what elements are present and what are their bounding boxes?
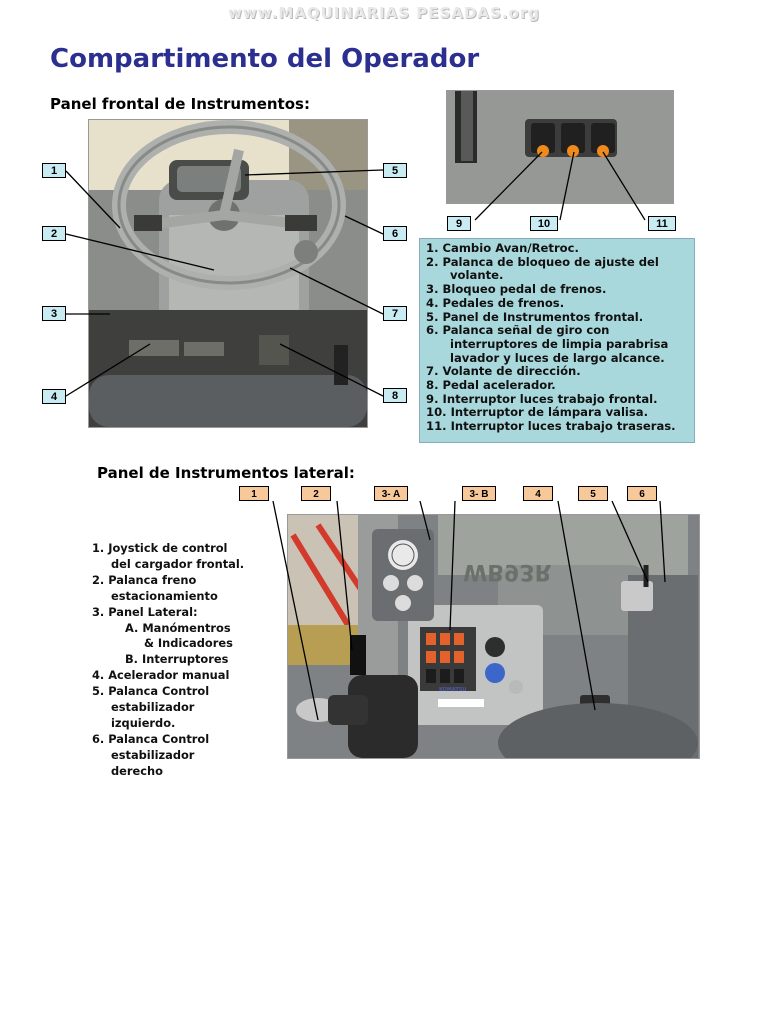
side-list-item: A. Manómentros xyxy=(125,620,231,635)
legend-item: 9. Interruptor luces trabajo frontal. xyxy=(426,391,658,406)
callout-11: 11 xyxy=(648,216,676,231)
callout-9: 9 xyxy=(447,216,471,231)
side-list-item: del cargador frontal. xyxy=(111,556,245,571)
legend-item: 2. Palanca de bloqueo de ajuste del xyxy=(426,254,659,269)
callout-6: 6 xyxy=(383,226,407,241)
brand-label: KOMATSU xyxy=(439,687,467,693)
side-list-item: 4. Acelerador manual xyxy=(92,668,230,683)
callout-side-6: 6 xyxy=(627,486,657,501)
callout-side-4: 4 xyxy=(523,486,553,501)
legend-item: 3. Bloqueo pedal de frenos. xyxy=(426,282,607,297)
side-list-item: B. Interruptores xyxy=(125,652,229,667)
callout-10: 10 xyxy=(530,216,558,231)
legend-item: 6. Palanca señal de giro con xyxy=(426,323,610,338)
side-list-item: 5. Palanca Control xyxy=(92,684,210,699)
callout-side-5: 5 xyxy=(578,486,608,501)
callout-2: 2 xyxy=(42,226,66,241)
watermark: www.MAQUINARIAS PESADAS.org xyxy=(228,4,540,22)
callout-8: 8 xyxy=(383,388,407,403)
side-panel-heading: Panel de Instrumentos lateral: xyxy=(97,464,355,482)
side-list-item: & Indicadores xyxy=(144,636,233,651)
page-title: Compartimento del Operador xyxy=(50,44,480,74)
callout-1: 1 xyxy=(42,163,66,178)
legend-item: interruptores de limpia parabrisa xyxy=(450,336,669,351)
legend-item: 4. Pedales de frenos. xyxy=(426,295,565,310)
legend-item: 8. Pedal acelerador. xyxy=(426,378,556,393)
side-list-item: derecho xyxy=(111,763,163,778)
side-list-item: estabilizador xyxy=(111,747,195,762)
legend-item: 10. Interruptor de lámpara valisa. xyxy=(426,405,649,420)
side-list-item: 1. Joystick de control xyxy=(92,541,228,555)
legend-item: volante. xyxy=(450,268,504,283)
side-list-item: 6. Palanca Control xyxy=(92,731,210,746)
legend-item: 11. Interruptor luces trabajo traseras. xyxy=(426,419,676,434)
side-list-item: estabilizador xyxy=(111,700,195,715)
legend-item: 7. Volante de dirección. xyxy=(426,364,581,379)
callout-side-2: 2 xyxy=(301,486,331,501)
callout-side-3b: 3- B xyxy=(462,486,496,501)
callout-5: 5 xyxy=(383,163,407,178)
legend-item: 5. Panel de Instrumentos frontal. xyxy=(426,309,644,324)
callout-4: 4 xyxy=(42,389,66,404)
side-list-item: 3. Panel Lateral: xyxy=(92,604,198,619)
side-list-item: izquierdo. xyxy=(111,715,176,730)
callout-side-3a: 3- A xyxy=(374,486,408,501)
callout-3: 3 xyxy=(42,306,66,321)
legend-item: 1. Cambio Avan/Retroc. xyxy=(426,241,579,255)
legend-item: lavador y luces de largo alcance. xyxy=(450,350,665,365)
side-list-item: 2. Palanca freno xyxy=(92,572,197,587)
machine-label: WB93R xyxy=(463,559,552,584)
callout-side-1: 1 xyxy=(239,486,269,501)
front-panel-heading: Panel frontal de Instrumentos: xyxy=(50,95,310,113)
side-list-item: estacionamiento xyxy=(111,588,218,603)
callout-7: 7 xyxy=(383,306,407,321)
